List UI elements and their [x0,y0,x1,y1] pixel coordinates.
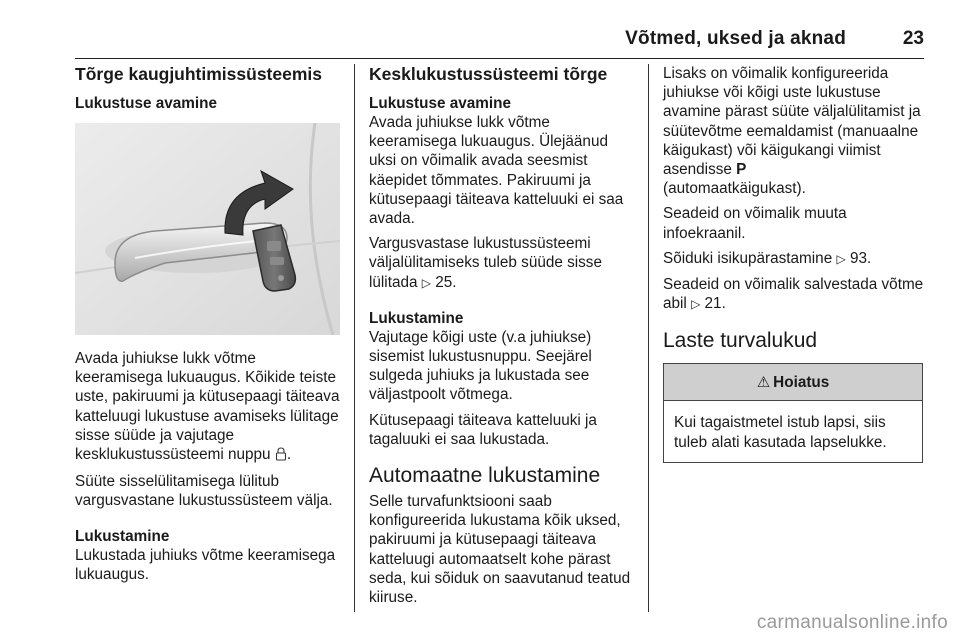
text-unlock-instructions: Avada juhiukse lukk võtme keeramisega lukuaugus. Kõikide teiste uste, pakiruumi ja kütusepaagi täiteava katteluugi lukustuse avamiseks lülitage sisse süüde ja vajutage kesklukustussüsteemi nuppu [75,350,340,464]
subheading-locking: Lukustamine [369,309,464,327]
watermark: carmanualsonline.info [756,612,948,633]
reference-triangle-icon: ▷ [836,251,846,266]
page-reference[interactable]: 25 [435,273,453,291]
paragraph-automatic-locking: Selle turvafunktsiooni saab konfigureerida lukustama kõik uksed, pakiruumi ja kütusepaagi täiteava katteluugi automaatselt kohe pärast seda, kui sõiduk on saavutanud teatud kiiruse. [369,493,631,607]
column-divider [648,64,649,612]
paragraph-unlock-door: Avada juhiukse lukk võtme keeramisega lukuaugus. Ülejäänud uksi on võimalik avada seesmist käepidet tõmmates. Pakiruumi ja kütusepaagi täiteava katteluuki ei saa avada. [369,114,624,228]
paragraph-configure-unlock [663,64,925,198]
column-1 [75,64,345,590]
paragraph-unlock-instructions [75,349,345,466]
page-reference[interactable]: 21 [704,295,722,313]
subheading-unlocking: Lukustuse avamine [369,95,511,112]
page-number: 23 [902,28,924,49]
column-divider [354,64,355,612]
warning-triangle-icon: ⚠ [756,373,771,391]
reference-triangle-icon: ▷ [691,297,701,312]
column-2 [369,64,635,613]
paragraph-fuel-flap: Kütusepaagi täiteava katteluuki ja tagaluuki ei saa lukustada. [369,411,597,448]
section-title-central-locking-failure: Kesklukustussüsteemi tõrge [369,64,608,84]
text-automatic-gearbox: (automaatkäigukast). [663,180,806,198]
gear-position-p: P [736,161,747,179]
paragraph-personalization: Sõiduki isikupärastamine ▷ 93. [663,249,872,267]
paragraph-save-settings: Seadeid on võimalik salvestada võtme abil ▷ 21. [663,276,924,313]
page-header [75,28,924,59]
reference-triangle-icon: ▷ [421,275,431,290]
text-personalization: Sõiduki isikupärastamine [663,249,833,267]
paragraph-immobilizer: Süüte sisselülitamisega lülitub vargusvastane lukustussüsteem välja. [75,473,333,510]
subheading-locking: Lukustamine [75,527,170,545]
page-reference[interactable]: 93 [849,249,867,267]
warning-box [663,363,923,462]
chapter-title: Võtmed, uksed ja aknad [625,28,846,49]
section-title-remote-failure: Tõrge kaugjuhtimissüsteemis [75,64,323,84]
warning-text: Kui tagaistmetel istub lapsi, siis tuleb alati kasutada lapselukke. [674,414,887,451]
door-key-illustration [75,123,340,335]
section-title-automatic-locking: Automaatne lukustamine [369,464,601,488]
lock-icon [275,447,287,466]
text-period: . [286,446,292,464]
column-3 [663,64,925,463]
paragraph-lock-buttons: Vajutage kõigi uste (v.a juhiukse) sisemist lukustusnuppu. Seejärel sulgeda juhiuks ja lukustada see väljastpoolt võtmega. [369,328,592,404]
text-configure: Lisaks on võimalik konfigureerida juhiukse või kõigi uste lukustuse avamine pärast süüte väljalülitamist ja süütevõtme eemaldamist (manuaalne käigukast) või käigukangi viimist asendisse [663,65,921,179]
paragraph-locking: Lukustada juhiuks võtme keeramisega lukuaugus. [75,546,336,583]
warning-header [664,364,922,401]
paragraph-immobilizer-deactivate: Vargusvastase lukustussüsteemi väljalülitamiseks tuleb süüde sisse lülitada ▷ 25. [369,235,602,291]
text-immobilizer: Vargusvastase lukustussüsteemi väljalülitamiseks tuleb süüde sisse lülitada [369,235,602,291]
section-title-child-locks: Laste turvalukud [663,329,818,353]
warning-title: Hoiatus [773,373,830,391]
subheading-unlocking: Lukustuse avamine [75,95,217,112]
paragraph-settings-display: Seadeid on võimalik muuta infoekraanil. [663,205,847,242]
text-save-settings: Seadeid on võimalik salvestada võtme abil [663,276,924,313]
